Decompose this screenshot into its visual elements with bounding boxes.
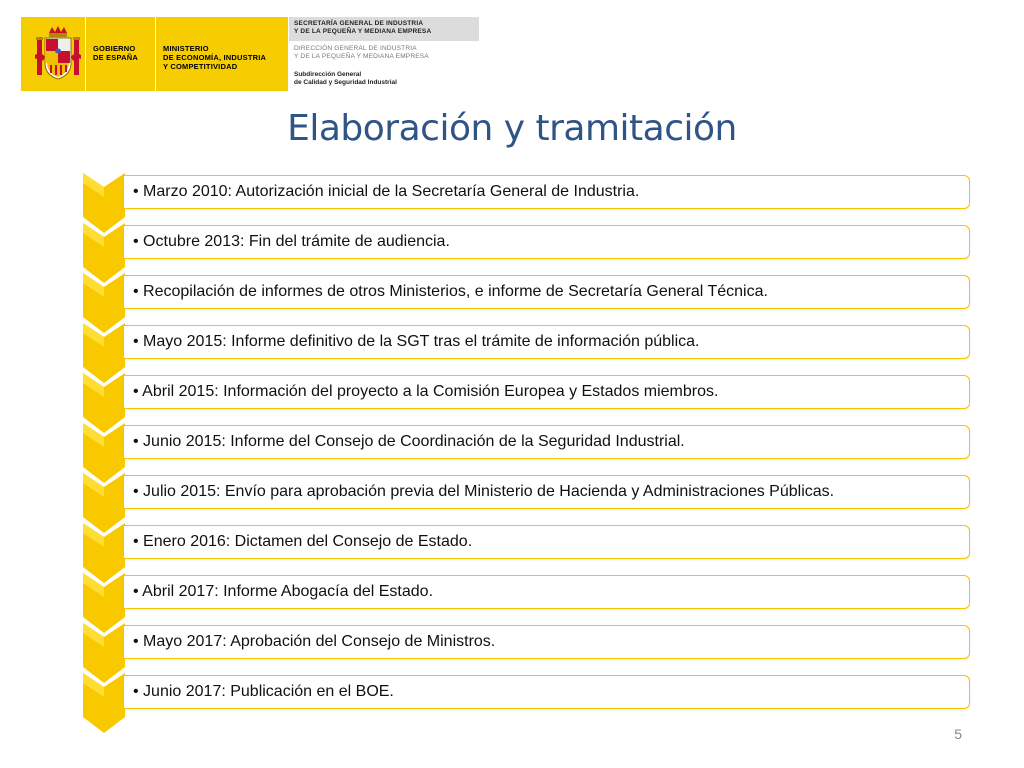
subdirectorate-label: Subdirección General de Calidad y Seguridad Industrial <box>294 71 397 86</box>
timeline-item <box>124 625 970 659</box>
timeline-item-text: • Abril 2017: Informe Abogacía del Estado. <box>133 583 434 600</box>
timeline-chevron <box>83 673 125 735</box>
timeline-item <box>124 575 970 609</box>
directorate-label: DIRECCIÓN GENERAL DE INDUSTRIA Y DE LA PEQUEÑA Y MEDIANA EMPRESA <box>294 45 429 60</box>
secretariat-label: SECRETARÍA GENERAL DE INDUSTRIA Y DE LA PEQUEÑA Y MEDIANA EMPRESA <box>294 20 432 35</box>
timeline-item-text: • Octubre 2013: Fin del trámite de audiencia. <box>133 233 450 250</box>
timeline-item-text: • Recopilación de informes de otros Ministerios, e informe de Secretaría General Técnica. <box>133 283 768 300</box>
timeline-item-text: • Enero 2016: Dictamen del Consejo de Estado. <box>133 533 473 550</box>
timeline-item <box>124 325 970 359</box>
timeline-item-text: • Marzo 2010: Autorización inicial de la Secretaría General de Industria. <box>133 183 640 200</box>
timeline-item <box>124 425 970 459</box>
timeline-item-text: • Junio 2015: Informe del Consejo de Coordinación de la Seguridad Industrial. <box>133 433 685 450</box>
timeline-item <box>124 675 970 709</box>
timeline-item <box>124 225 970 259</box>
timeline-item-text: • Julio 2015: Envío para aprobación previa del Ministerio de Hacienda y Administraciones Públicas. <box>133 483 835 500</box>
timeline-item <box>124 375 970 409</box>
ministry-label: MINISTERIO DE ECONOMÍA, INDUSTRIA Y COMPETITIVIDAD <box>163 44 267 71</box>
timeline-item <box>124 275 970 309</box>
timeline-item <box>124 475 970 509</box>
timeline-item-text: • Mayo 2015: Informe definitivo de la SGT tras el trámite de información pública. <box>133 333 700 350</box>
government-label: GOBIERNO DE ESPAÑA <box>93 44 139 62</box>
timeline-item-text: • Abril 2015: Información del proyecto a la Comisión Europea y Estados miembros. <box>133 383 719 400</box>
timeline-item-text: • Mayo 2017: Aprobación del Consejo de Ministros. <box>133 633 496 650</box>
timeline-item <box>124 175 970 209</box>
slide-title: Elaboración y tramitación <box>287 108 737 149</box>
timeline-item <box>124 525 970 559</box>
page-number: 5 <box>954 726 962 742</box>
timeline-item-text: • Junio 2017: Publicación en el BOE. <box>133 683 394 700</box>
